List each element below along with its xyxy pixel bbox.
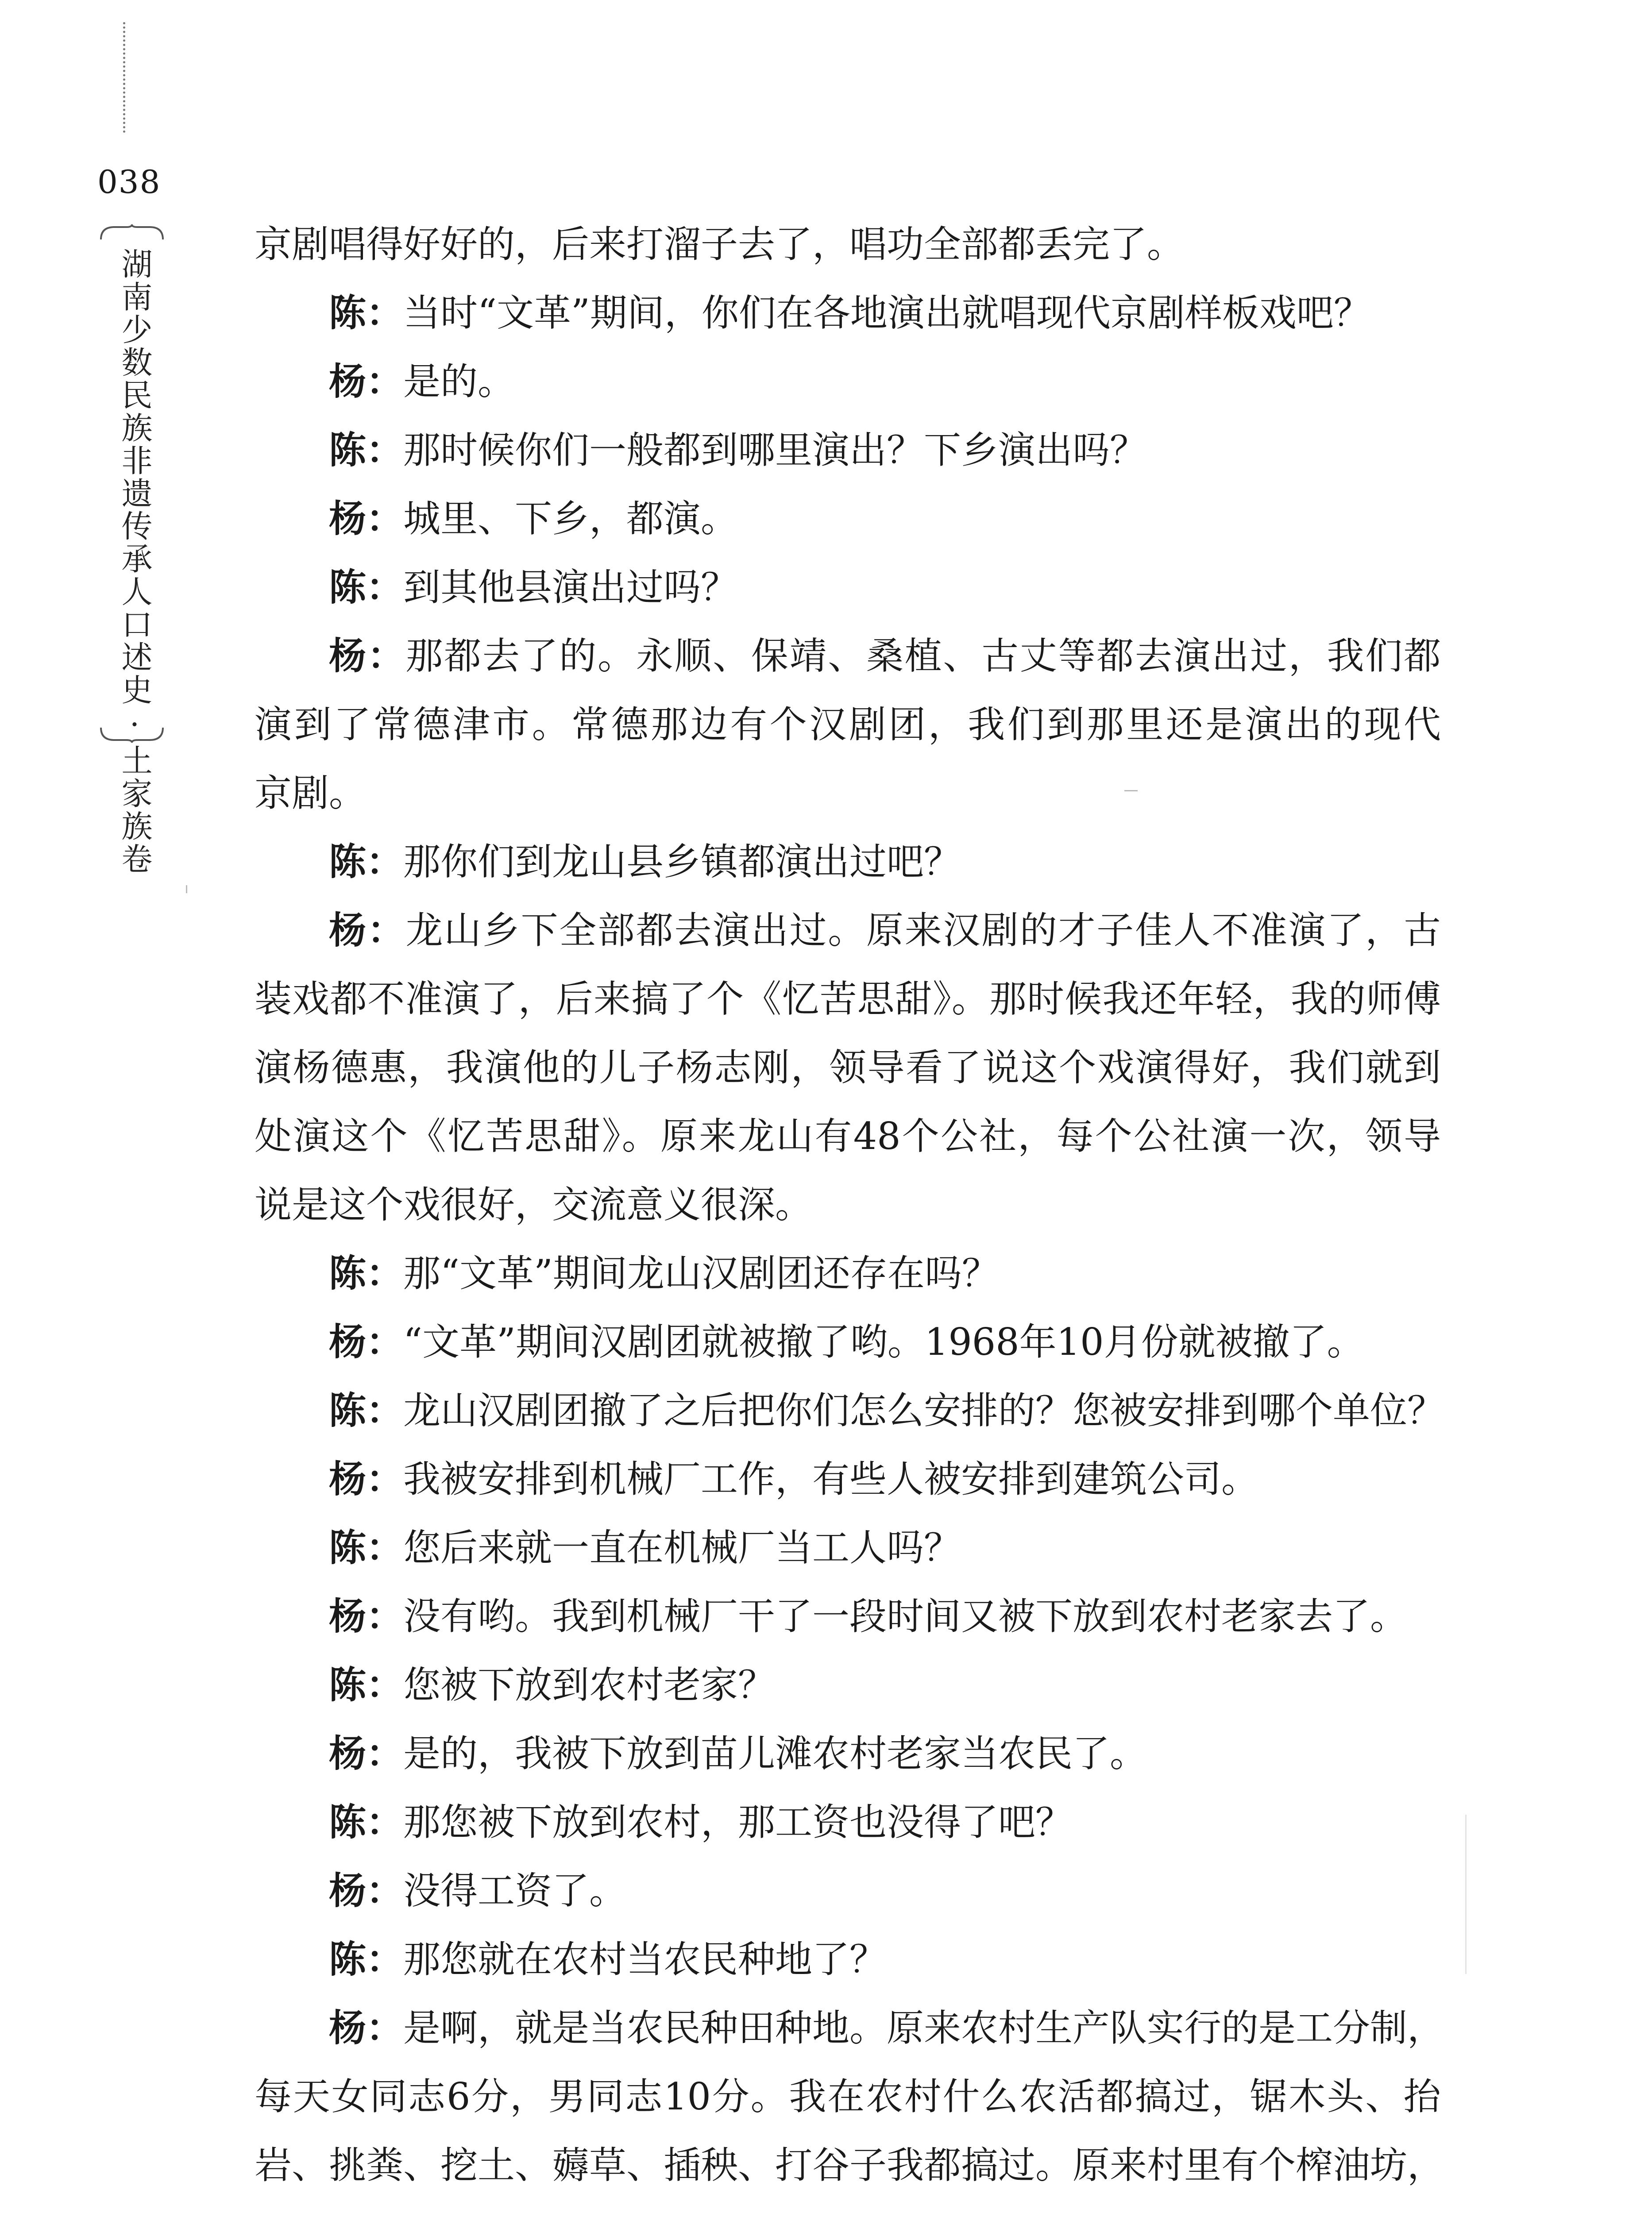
speaker-label: 杨： [329, 1594, 404, 1638]
speaker-label: 杨： [329, 497, 404, 540]
line-text: 城里、下乡，都演。 [403, 497, 738, 540]
dialogue-line [255, 359, 1441, 432]
line-text: 那您就在农村当农民种地了？ [403, 1938, 887, 1981]
dialogue-line [255, 1937, 1441, 2009]
line-text: 是的，我被下放到苗儿滩农村老家当农民了。 [403, 1732, 1147, 1775]
title-brace-top [96, 224, 167, 241]
speaker-label: 杨： [329, 634, 406, 678]
dialogue-line [255, 1869, 1441, 1941]
dialogue-continuation-line [255, 223, 1441, 294]
line-text: 那你们到龙山县乡镇都演出过吧？ [403, 840, 961, 883]
speaker-label: 杨： [329, 2006, 404, 2050]
speaker-label: 陈： [329, 565, 404, 609]
scan-mark-3 [1465, 1815, 1467, 1974]
speaker-label: 陈： [329, 840, 404, 883]
dialogue-line [255, 1526, 1441, 1598]
dialogue-continuation-line [255, 1183, 1441, 1255]
line-text: 岩、挑粪、挖土、薅草、插秧、打谷子我都搞过。原来村里有个榨油坊， [255, 2144, 1445, 2187]
line-text: 那“文革”期间龙山汉剧团还存在吗？ [403, 1252, 999, 1295]
dialogue-line [255, 1731, 1441, 1804]
speaker-label: 杨： [329, 1320, 404, 1364]
speaker-label: 陈： [329, 1251, 404, 1295]
speaker-label: 陈： [329, 1526, 404, 1569]
line-text: 那您被下放到农村，那工资也没得了吧？ [403, 1800, 1073, 1844]
line-text: 龙山乡下全部都去演出过。原来汉剧的才子佳人不准演了，古 [405, 909, 1441, 952]
page-number: 038 [97, 163, 161, 200]
line-text: 装戏都不准演了，后来搞了个《忆苦思甜》。那时候我还年轻，我的师傅 [255, 977, 1441, 1021]
line-text: “文革”期间汉剧团就被撤了哟。1968年10月份就被撤了。 [403, 1320, 1364, 1364]
dialogue-line [255, 840, 1441, 912]
speaker-label: 杨： [329, 1731, 404, 1775]
line-text: 处演这个《忆苦思甜》。原来龙山有48个公社，每个公社演一次，领导 [255, 1114, 1441, 1158]
dialogue-continuation-line [255, 771, 1441, 843]
line-text: 没得工资了。 [403, 1869, 627, 1912]
title-brace-bottom [96, 726, 167, 744]
line-text: 没有哟。我到机械厂干了一段时间又被下放到农村老家去了。 [403, 1595, 1408, 1638]
line-text: 演杨德惠，我演他的儿子杨志刚，领导看了说这个戏演得好，我们就到 [255, 1046, 1441, 1089]
speaker-label: 陈： [329, 1663, 404, 1707]
dialogue-line [255, 291, 1441, 363]
line-text: 您后来就一直在机械厂当工人吗？ [403, 1526, 961, 1569]
dialogue-continuation-line [255, 1114, 1441, 1186]
speaker-label: 陈： [329, 291, 404, 335]
speaker-label: 杨： [329, 908, 406, 952]
dialogue-continuation-line [255, 977, 1441, 1049]
line-text: 京剧唱得好好的，后来打溜子去了，唱功全部都丢完了。 [255, 223, 1185, 266]
dialogue-line [255, 634, 1441, 706]
dialogue-line [255, 1800, 1441, 1872]
dialogue-line [255, 1251, 1441, 1323]
speaker-label: 陈： [329, 1937, 404, 1981]
interview-body [255, 223, 1445, 2213]
speaker-label: 陈： [329, 428, 404, 472]
line-text: 您被下放到农村老家？ [403, 1663, 776, 1707]
line-text: 每天女同志6分，男同志10分。我在农村什么农活都搞过，锯木头、抬 [255, 2075, 1441, 2118]
line-text: 到其他县演出过吗？ [403, 566, 738, 609]
line-text: 是的。 [403, 360, 515, 403]
dialogue-line [255, 908, 1441, 980]
line-text: 我被安排到机械厂工作，有些人被安排到建筑公司。 [403, 1457, 1259, 1501]
line-text: 演到了常德津市。常德那边有个汉剧团，我们到那里还是演出的现代 [255, 703, 1441, 746]
dialogue-continuation-line [255, 2144, 1445, 2213]
line-text: 那时候你们一般都到哪里演出？下乡演出吗？ [403, 428, 1147, 472]
line-text: 京剧。 [255, 771, 367, 815]
speaker-label: 陈： [329, 1800, 404, 1844]
scan-mark-2 [186, 885, 187, 893]
speaker-label: 陈： [329, 1388, 404, 1432]
dialogue-continuation-line [255, 1046, 1441, 1118]
dialogue-line [255, 1594, 1441, 1666]
dialogue-line [255, 1663, 1441, 1735]
line-text: 那都去了的。永顺、保靖、桑植、古丈等都去演出过，我们都 [405, 634, 1441, 678]
speaker-label: 杨： [329, 359, 404, 403]
speaker-label: 杨： [329, 1869, 404, 1912]
line-text: 当时“文革”期间，你们在各地演出就唱现代京剧样板戏吧？ [403, 291, 1371, 335]
line-text: 说是这个戏很好，交流意义很深。 [255, 1183, 813, 1226]
dialogue-line [255, 497, 1441, 569]
dialogue-continuation-line [255, 2075, 1441, 2147]
dialogue-continuation-line [255, 703, 1441, 775]
speaker-label: 杨： [329, 1457, 404, 1501]
dialogue-line [255, 1320, 1441, 1392]
running-book-title: 湖南少数民族非遗传承人口述史·土家族卷 [116, 248, 153, 875]
dialogue-line [255, 428, 1441, 500]
line-text: 是啊，就是当农民种田种地。原来农村生产队实行的是工分制， [403, 2006, 1445, 2050]
line-text: 龙山汉剧团撤了之后把你们怎么安排的？您被安排到哪个单位？ [403, 1389, 1445, 1432]
dialogue-line [255, 2006, 1445, 2078]
margin-dotted-line [123, 22, 125, 133]
dialogue-line [255, 1388, 1445, 1461]
dialogue-line [255, 1457, 1441, 1529]
dialogue-line [255, 565, 1441, 637]
